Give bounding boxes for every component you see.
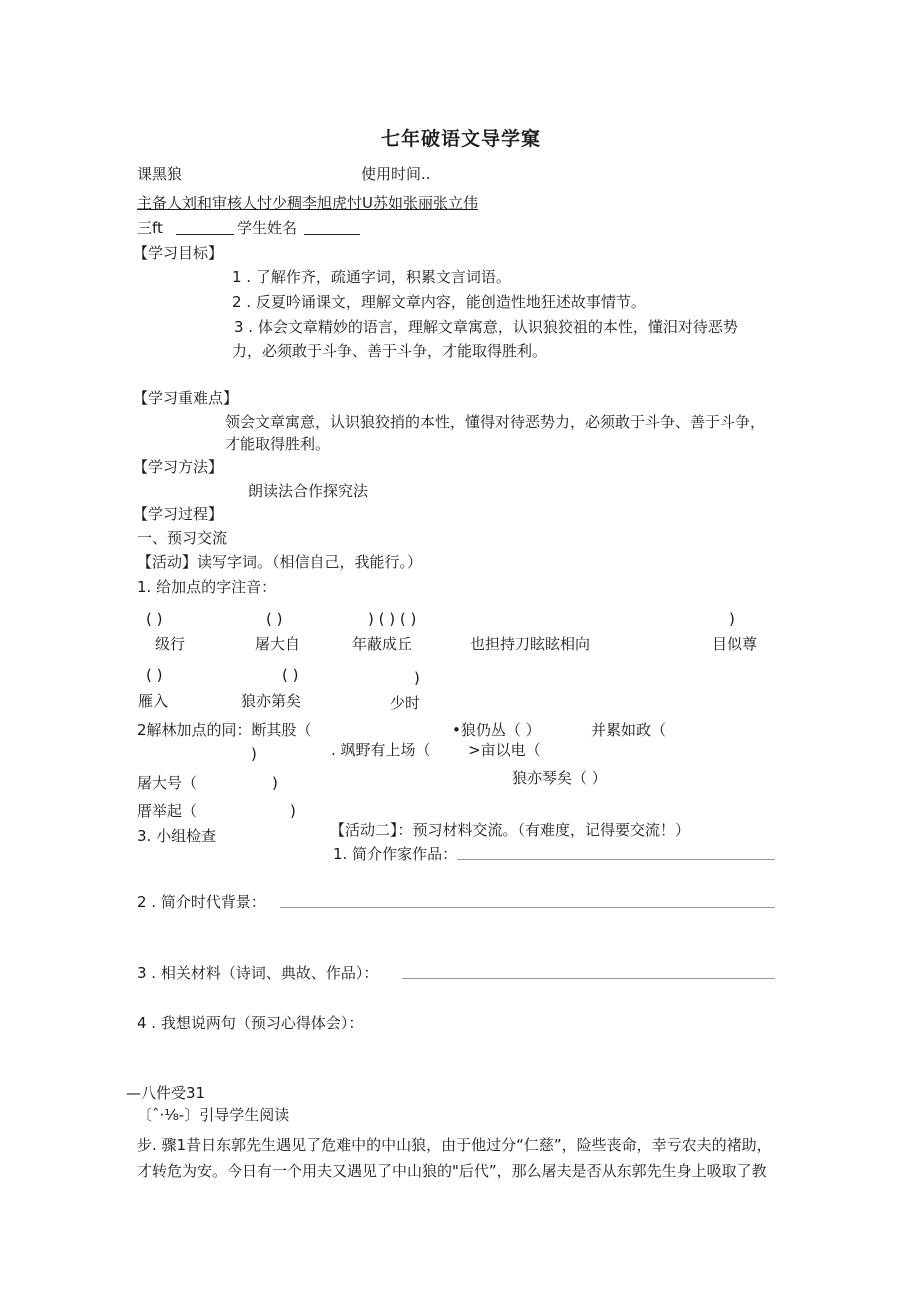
material-4-label: 4 . 我想说两句（预习心得体会）： <box>137 1014 364 1032</box>
section-preview: 一、预习交流 <box>137 529 228 547</box>
student-name-label: 学生姓名 <box>237 219 298 237</box>
question-2-item: 屠大号（ <box>137 774 198 792</box>
goal-item-3: 3 . 体会文章精妙的语言，理解文章寓意，认识狼狡祖的本性，懂汨对待恶势 <box>234 318 738 336</box>
part2-paragraph-line-2: 才转危为安。今日有一个用夫又遇见了中山狼的"后代”，那么屠夫是否从东郭先生身上吸取了教 <box>137 1162 767 1180</box>
material-3-label: 3 . 相关材料（诗词、典故、作品）： <box>137 964 379 982</box>
pinyin-blank[interactable]: ) <box>729 610 735 628</box>
question-2-item: •狼仍丛（ ） <box>452 721 541 739</box>
time-label: 使用时间.. <box>361 165 431 183</box>
question-2-item: . 飒野有上场（ <box>331 741 431 759</box>
word-item: 少时 <box>390 694 421 712</box>
word-item: 级行 <box>155 635 186 653</box>
part2-heading: —八件受31 <box>126 1084 206 1102</box>
word-item: 目似尊 <box>712 635 758 653</box>
class-label: 三ft <box>137 219 163 237</box>
material-3-input[interactable] <box>402 978 775 979</box>
pinyin-blank[interactable]: ) ( ) ( ) <box>368 610 417 628</box>
pinyin-blank[interactable]: ) <box>414 669 420 687</box>
material-1-input[interactable] <box>457 859 775 860</box>
pinyin-blank[interactable]: ( ) <box>266 610 283 628</box>
material-2-input[interactable] <box>280 907 775 908</box>
question-1: 1. 给加点的字注音： <box>137 578 277 596</box>
answer-blank[interactable]: ) <box>290 802 296 820</box>
activity-1: 【活动】读写字词。（相信自己，我能行。） <box>137 553 423 571</box>
question-2-item: 并累如政（ <box>591 721 667 739</box>
keypoints-heading: 【学习重难点】 <box>133 389 239 407</box>
word-item: 也担持刀眩眩相向 <box>470 635 591 653</box>
editors-line: 主备人刘和审核人忖少稠李旭虎忖U苏如张丽张立伟 <box>137 194 478 212</box>
material-2-label: 2 . 简介时代背景： <box>137 893 266 911</box>
answer-blank[interactable]: ) <box>272 774 278 792</box>
part2-paragraph-line-1: 步. 骤1昔日东郭先生遇见了危难中的中山狼，由于他过分“仁慈”，险些丧命，幸亏农夫的褚助， <box>137 1136 772 1154</box>
pinyin-blank[interactable]: ( ) <box>146 610 163 628</box>
student-name-blank[interactable] <box>304 234 360 235</box>
word-item: 屠大自 <box>255 635 301 653</box>
question-2-item: 厝举起（ <box>137 802 198 820</box>
word-item: 雁入 <box>138 692 169 710</box>
question-3: 3. 小组检查 <box>137 827 217 845</box>
keypoints-line-2: 才能取得胜利。 <box>225 435 331 453</box>
answer-blank[interactable]: ) <box>251 745 257 763</box>
goal-item-3-cont: 力，必须敢于斗争、善于斗争，才能取得胜利。 <box>232 342 548 360</box>
word-item: 狼亦第矣 <box>241 692 302 710</box>
method-text: 朗读法合作探究法 <box>248 482 369 500</box>
question-2-item: 狼亦琴矣（ ） <box>512 769 607 787</box>
pinyin-blank[interactable]: ( ) <box>146 666 163 684</box>
word-item: 年蔽成丘 <box>352 635 413 653</box>
goals-heading: 【学习目标】 <box>133 244 224 262</box>
question-2-item: >亩以电（ <box>468 741 541 759</box>
goal-item-2: 2 . 反夏吟诵课文，理解文章内容，能创造性地狂述故事情节。 <box>232 293 646 311</box>
activity-2: 【活动二】：预习材料交流。（有难度，记得要交流！） <box>330 821 691 839</box>
course-label: 课黑狼 <box>137 165 183 183</box>
part2-subheading: 〔ˆ·⅛-〕引导学生阅读 <box>137 1106 290 1124</box>
keypoints-line-1: 领会文章寓意，认识狼狡捎的本性，懂得对待恶势力，必须敢于斗争、善于斗争， <box>225 413 766 431</box>
class-blank[interactable] <box>176 234 234 235</box>
process-heading: 【学习过程】 <box>133 505 224 523</box>
question-2: 2解林加点的同：断其股（ <box>137 721 312 739</box>
material-1-label: 1. 简介作家作品： <box>333 845 458 863</box>
method-heading: 【学习方法】 <box>133 458 224 476</box>
page-title: 七年破语文导学窠 <box>381 128 542 150</box>
pinyin-blank[interactable]: ( ) <box>282 666 299 684</box>
goal-item-1: 1 . 了解作齐，疏通字词，积累文言词语。 <box>232 268 511 286</box>
